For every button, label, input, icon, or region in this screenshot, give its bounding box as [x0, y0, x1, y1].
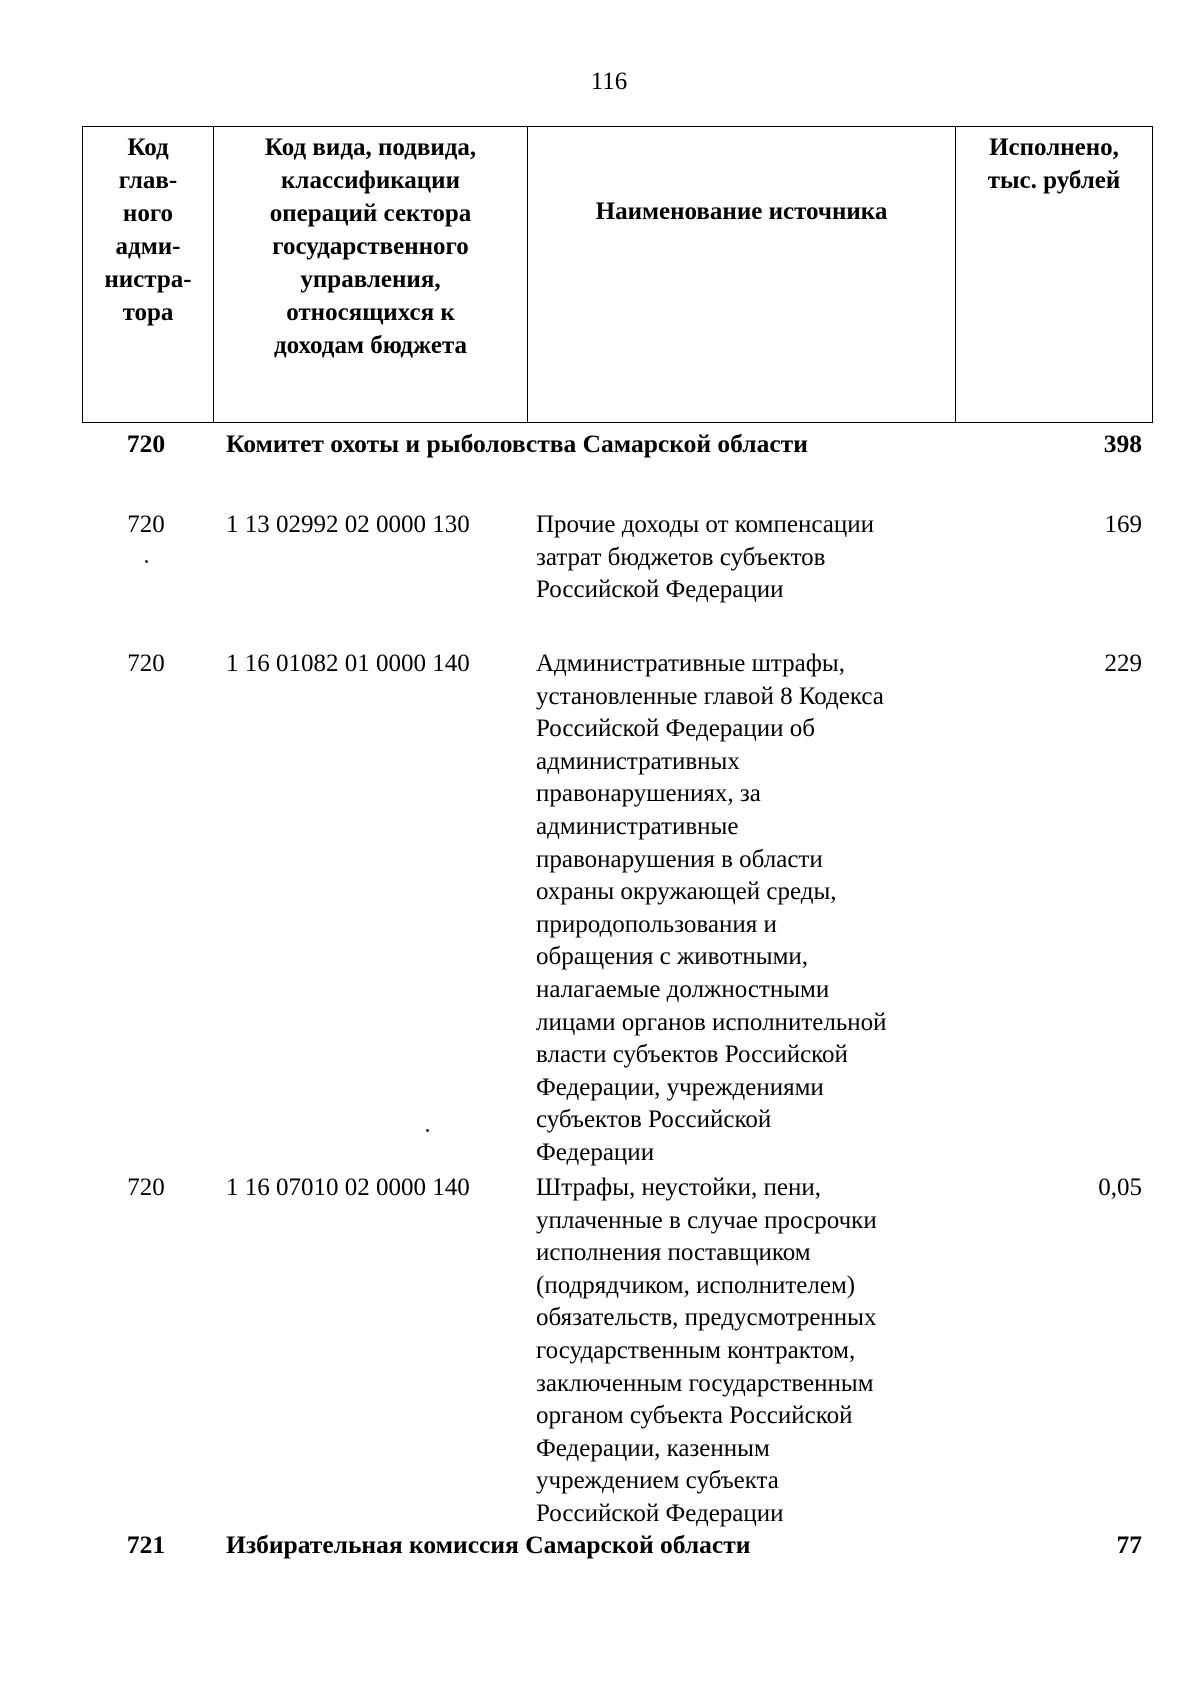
- row-classification-code: 1 16 07010 02 0000 140: [226, 1174, 470, 1201]
- row-source-name: Штрафы, неустойки, пени, уплаченные в случае просрочки исполнения поставщиком (подрядчиком, исполнителем) обязательств, предусмотренных государственным контрактом, заключенным государственным органом субъекта Российской Федерации, казенным учреждением субъекта Российской Федерации: [536, 1174, 877, 1527]
- group-name: Комитет охоты и рыболовства Самарской области: [226, 429, 808, 458]
- group-value: 398: [1103, 429, 1142, 458]
- row-admin-code: 720: [127, 1174, 165, 1201]
- page-number: 116: [590, 68, 628, 95]
- row-admin-code: 720: [127, 650, 165, 677]
- group-admin-code: 720: [126, 429, 166, 458]
- header-source-name: Наименование источника: [528, 127, 956, 423]
- header-executed-amount: Исполнено, тыс. рублей: [956, 127, 1153, 423]
- row-classification-code: 1 16 01082 01 0000 140: [226, 650, 470, 677]
- group-value: 77: [1116, 1530, 1142, 1559]
- row-classification-code: 1 13 02992 02 0000 130: [226, 511, 470, 538]
- group-name: Избирательная комиссия Самарской области: [226, 1530, 751, 1559]
- row-value: 0,05: [1098, 1174, 1142, 1201]
- table-header: [82, 126, 1153, 423]
- header-admin-code: Код глав- ного адми- нистра- тора: [83, 127, 214, 423]
- group-admin-code: 721: [126, 1530, 166, 1559]
- row-value: 229: [1104, 650, 1142, 677]
- header-classification-code: Код вида, подвида, классификации операций сектора государственного управления, относящихся к доходам бюджета: [214, 127, 528, 423]
- row-source-name: Прочие доходы от компенсации затрат бюджетов субъектов Российской Федерации: [536, 511, 874, 604]
- row-source-name: Административные штрафы, установленные главой 8 Кодекса Российской Федерации об административных правонарушениях, за административные правонарушения в области охраны окружающей среды, природопользования и обращения с животными, налагаемые должностными лицами органов исполнительной власти субъектов Российской Федерации, учреждениями субъектов Российской Федерации: [536, 650, 887, 1166]
- scan-speck: [145, 560, 148, 563]
- row-admin-code: 720: [127, 511, 165, 538]
- row-value: 169: [1104, 511, 1142, 538]
- scan-speck: [426, 1129, 429, 1132]
